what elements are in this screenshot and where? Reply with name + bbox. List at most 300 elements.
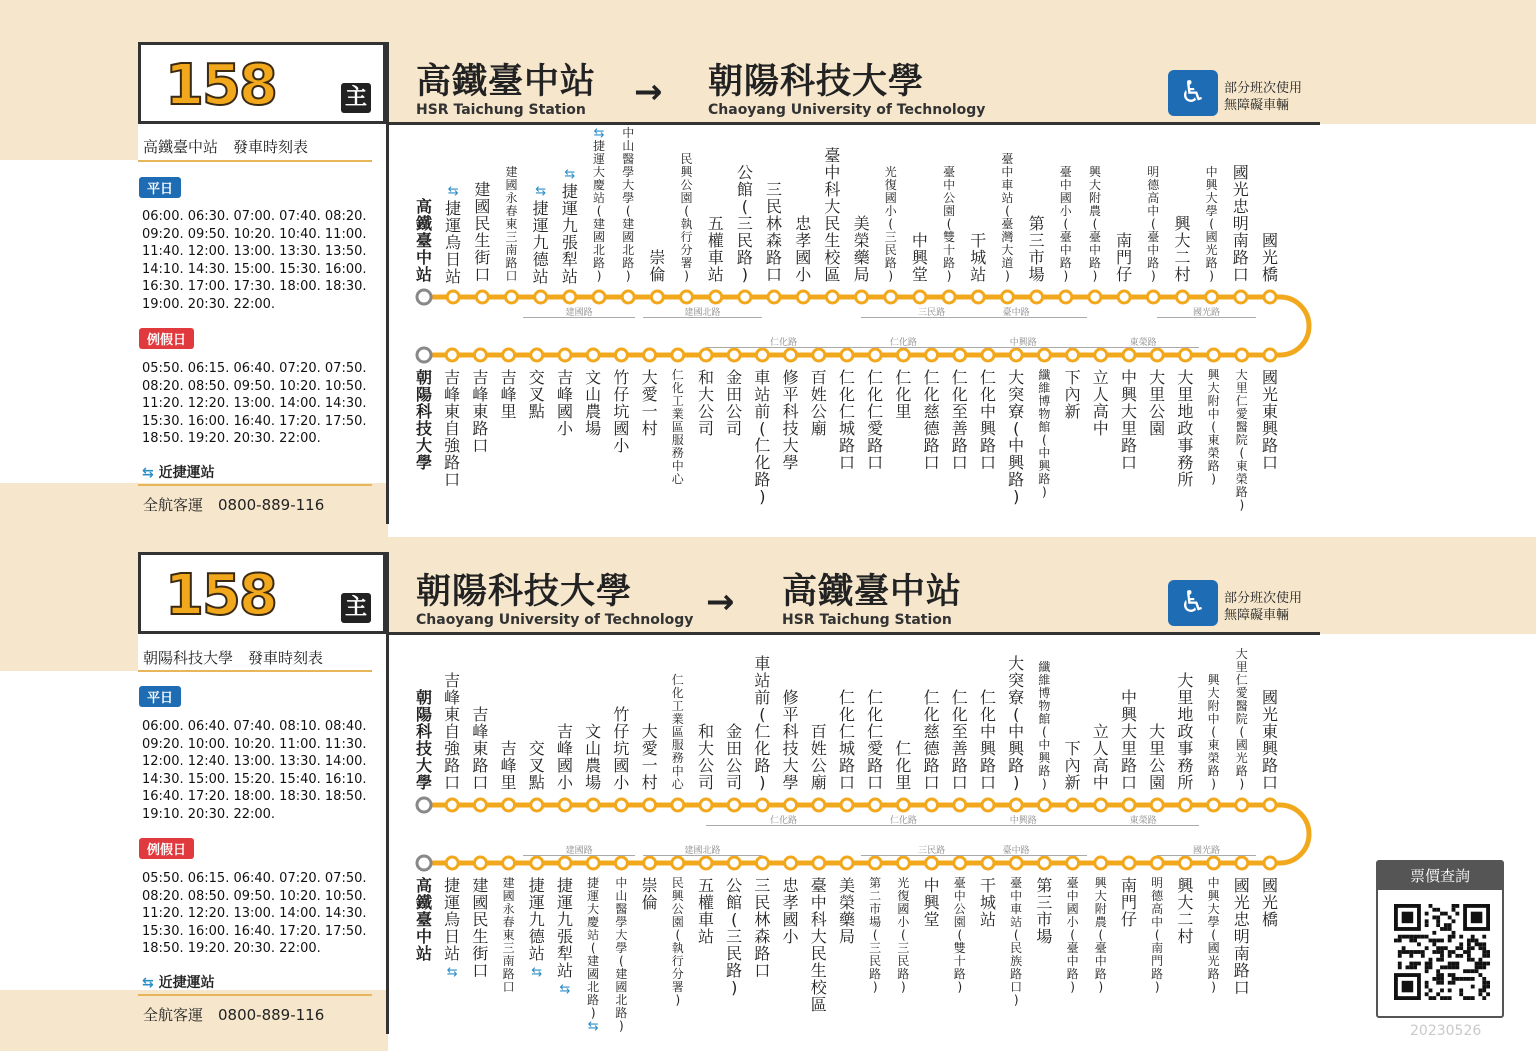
stop-name: 仁化工業區服務中心 bbox=[671, 673, 684, 791]
holiday-badge: 例假日 bbox=[139, 328, 194, 349]
stop-name: ⇆捷運烏日站 bbox=[445, 184, 462, 286]
stop-name: 中山醫學大學(建國北路) bbox=[615, 876, 628, 1033]
stop-dot bbox=[1001, 291, 1013, 303]
stop-dot bbox=[826, 291, 838, 303]
road-segment-label: 臺中路 bbox=[1002, 308, 1030, 318]
stop-name: 臺中車站(臺灣大道) bbox=[1001, 152, 1014, 283]
stop-dot bbox=[1208, 799, 1220, 811]
stop-dot bbox=[914, 291, 926, 303]
fare-lookup-card[interactable] bbox=[1376, 860, 1504, 1018]
stop-name: 建國永春東三南路口 bbox=[505, 165, 518, 283]
stop-name: 南門仔 bbox=[1116, 231, 1133, 284]
stop-dot bbox=[593, 291, 605, 303]
stop-name: 臺中科大民生校區 bbox=[824, 146, 841, 284]
header-rule bbox=[386, 122, 1320, 125]
stop-name: 光復國小(三民路) bbox=[884, 165, 897, 283]
stop-name: 吉峰里 bbox=[500, 368, 517, 421]
stop-name: 高鐵臺中站 bbox=[415, 197, 432, 284]
route-number: 158 bbox=[165, 563, 276, 628]
stop-name: 竹仔坑國小 bbox=[613, 705, 630, 792]
stop-name: 百姓公廟 bbox=[810, 368, 827, 438]
road-segment-label: 三民路 bbox=[918, 308, 946, 318]
stop-name: 立人高中 bbox=[1092, 722, 1109, 792]
stop-dot bbox=[1264, 349, 1276, 361]
stop-name: 第三市場 bbox=[1036, 876, 1053, 946]
stop-name: 第三市場 bbox=[1028, 214, 1045, 284]
stop-name: 和大公司 bbox=[697, 722, 714, 792]
stop-dot bbox=[926, 799, 938, 811]
stop-name: 吉峰東路口 bbox=[472, 368, 489, 455]
route-number: 158 bbox=[165, 53, 276, 118]
main-route-mark: 主 bbox=[341, 83, 371, 113]
stop-name: 南門仔 bbox=[1120, 876, 1137, 929]
road-segment-label: 東榮路 bbox=[1129, 338, 1157, 348]
stop-name: 吉峰東路口 bbox=[472, 705, 489, 792]
stop-dot bbox=[531, 349, 543, 361]
road-segment-label: 國光路 bbox=[1193, 308, 1221, 318]
stop-name: 朝陽科技大學 bbox=[415, 368, 432, 472]
stop-dot bbox=[785, 349, 797, 361]
stop-name: 明德高中(南門路) bbox=[1151, 876, 1164, 994]
company-info: 全航客運 0800-889-116 bbox=[143, 496, 325, 514]
stop-dot bbox=[644, 799, 656, 811]
stop-dot bbox=[841, 799, 853, 811]
stop-name: 仁化仁愛路口 bbox=[867, 688, 884, 792]
stop-name: 仁化里 bbox=[895, 368, 912, 421]
stop-dot bbox=[982, 349, 994, 361]
stop-dot bbox=[1208, 857, 1220, 869]
holiday-badge: 例假日 bbox=[139, 838, 194, 859]
company-info: 全航客運 0800-889-116 bbox=[143, 1006, 325, 1024]
stop-name: 仁化中興路口 bbox=[979, 688, 996, 792]
stop-dot bbox=[785, 799, 797, 811]
stop-dot bbox=[869, 857, 881, 869]
stop-name: 仁化仁城路口 bbox=[838, 368, 855, 472]
separator bbox=[138, 670, 372, 672]
left-band bbox=[0, 42, 138, 160]
stop-name: 建國永春東三南路口 bbox=[502, 876, 515, 994]
road-segment-label: 仁化路 bbox=[889, 816, 917, 826]
stop-dot bbox=[813, 349, 825, 361]
stop-name: 仁化仁愛路口 bbox=[867, 368, 884, 472]
weekday-badge: 平日 bbox=[139, 686, 181, 707]
stop-dot bbox=[897, 349, 909, 361]
road-segment-label: 建國路 bbox=[565, 846, 593, 856]
divider bbox=[386, 552, 389, 1034]
road-segment-label: 三民路 bbox=[918, 846, 946, 856]
stop-dot bbox=[1151, 857, 1163, 869]
stop-name: 車站前(仁化路) bbox=[754, 654, 771, 792]
weekday-times: 06:00. 06:40. 07:40. 08:10. 08:40. 09:20. 10:00. 10:20. 11:00. 11:30. 12:00. 12:40. 13:00. 13:30. 14:00. 14:30. 15:00. 15:20. 15:40. 16:10. 16:40. 17:20. 18:00. 18:30. 18:50. 19:10. 20:30. 22:00. bbox=[142, 719, 367, 822]
stop-dot bbox=[503, 349, 515, 361]
stop-name: 五權車站 bbox=[707, 214, 724, 284]
separator bbox=[138, 160, 372, 162]
stop-name: 國光東興路口 bbox=[1261, 688, 1278, 792]
stop-name: 捷運烏日站⇆ bbox=[444, 876, 461, 980]
stop-dot bbox=[1264, 857, 1276, 869]
accessibility-note: 部分班次使用 無障礙車輛 bbox=[1224, 591, 1303, 623]
stop-dot bbox=[728, 799, 740, 811]
road-segment-label: 東榮路 bbox=[1129, 816, 1157, 826]
origin-name: 高鐵臺中站 HSR Taichung Station bbox=[416, 62, 597, 118]
stop-name: 忠孝國小 bbox=[782, 876, 799, 946]
stop-dot bbox=[710, 291, 722, 303]
stop-dot bbox=[587, 799, 599, 811]
stop-dot bbox=[446, 349, 458, 361]
stop-dot bbox=[1179, 857, 1191, 869]
stop-name: 明德高中(臺中路) bbox=[1147, 165, 1160, 283]
stop-dot bbox=[474, 799, 486, 811]
stop-dot bbox=[644, 857, 656, 869]
left-band-2 bbox=[0, 553, 138, 671]
stop-dot bbox=[768, 291, 780, 303]
stop-name: 光復國小(三民路) bbox=[897, 876, 910, 994]
stop-dot bbox=[1038, 799, 1050, 811]
stop-name: 仁化至善路口 bbox=[951, 368, 968, 472]
stop-dot bbox=[1010, 349, 1022, 361]
stop-name: 大里公園 bbox=[1149, 722, 1166, 792]
stop-dot bbox=[672, 857, 684, 869]
stop-dot bbox=[615, 349, 627, 361]
stop-dot bbox=[972, 291, 984, 303]
stop-dot bbox=[474, 857, 486, 869]
stop-name: 立人高中 bbox=[1092, 368, 1109, 438]
stop-dot bbox=[700, 799, 712, 811]
stop-dot bbox=[1095, 799, 1107, 811]
stop-name: 高鐵臺中站 bbox=[415, 876, 432, 963]
divider bbox=[386, 42, 389, 524]
stop-dot bbox=[1038, 349, 1050, 361]
stop-dot bbox=[587, 349, 599, 361]
stop-name: 第二市場(三民路) bbox=[869, 876, 882, 994]
stop-name: 中興大里路口 bbox=[1120, 688, 1137, 792]
stop-name: 國光忠明南路口 bbox=[1232, 163, 1249, 284]
stop-name: 臺中科大民生校區 bbox=[810, 876, 827, 1014]
stop-dot bbox=[885, 291, 897, 303]
mrt-icon: ⇆ bbox=[142, 975, 154, 991]
schedule-title: 高鐵臺中站 發車時刻表 bbox=[143, 138, 309, 156]
stop-name: 竹仔坑國小 bbox=[613, 368, 630, 455]
stop-dot bbox=[651, 291, 663, 303]
stop-dot bbox=[1095, 857, 1107, 869]
stop-dot bbox=[531, 857, 543, 869]
stop-name: 國光忠明南路口 bbox=[1233, 876, 1250, 997]
stop-dot bbox=[447, 291, 459, 303]
stop-dot bbox=[587, 857, 599, 869]
stop-dot bbox=[1118, 291, 1130, 303]
stop-name: 中興大里路口 bbox=[1120, 368, 1137, 472]
stop-name: 中興堂 bbox=[911, 231, 928, 284]
stop-dot bbox=[417, 348, 431, 362]
mrt-icon: ⇆ bbox=[593, 126, 605, 141]
stop-name: 崇倫 bbox=[641, 876, 658, 912]
stop-dot bbox=[926, 857, 938, 869]
stop-name: 吉峰國小 bbox=[556, 368, 573, 438]
header-rule bbox=[386, 632, 1320, 635]
stop-name: ⇆捷運九德站 bbox=[532, 184, 549, 286]
stop-name: 美榮藥局 bbox=[838, 876, 855, 946]
accessibility-note: 部分班次使用 無障礙車輛 bbox=[1224, 81, 1303, 113]
weekday-badge: 平日 bbox=[139, 177, 181, 198]
stop-dot bbox=[926, 349, 938, 361]
stop-name: 車站前(仁化路) bbox=[754, 368, 771, 506]
stop-name: 捷運九德站⇆ bbox=[528, 876, 545, 980]
stop-dot bbox=[1208, 349, 1220, 361]
wheelchair-icon: ♿ bbox=[1168, 70, 1218, 116]
road-segment-label: 國光路 bbox=[1193, 846, 1221, 856]
mrt-icon: ⇆ bbox=[446, 965, 458, 980]
stop-dot bbox=[1151, 799, 1163, 811]
stop-name: 三民林森路口 bbox=[766, 180, 783, 284]
stop-name: 和大公司 bbox=[697, 368, 714, 438]
stop-dot bbox=[672, 349, 684, 361]
stop-name: 中興堂 bbox=[923, 876, 940, 929]
stop-dot bbox=[1235, 291, 1247, 303]
stop-name: 修平科技大學 bbox=[782, 368, 799, 472]
stop-dot bbox=[644, 349, 656, 361]
stop-dot bbox=[1123, 799, 1135, 811]
stop-dot bbox=[756, 857, 768, 869]
stop-name: 三民林森路口 bbox=[754, 876, 771, 980]
road-segment-label: 建國路 bbox=[565, 308, 593, 318]
fare-title: 票價查詢 bbox=[1378, 862, 1502, 890]
stop-name: 大里仁愛醫院(東榮路) bbox=[1235, 368, 1248, 512]
stop-name: 仁化慈德路口 bbox=[923, 688, 940, 792]
stop-dot bbox=[1060, 291, 1072, 303]
stop-name: 仁化中興路口 bbox=[979, 368, 996, 472]
mrt-legend: ⇆ 近捷運站 bbox=[142, 465, 215, 481]
stop-name: 捷運大慶站(建國北路)⇆ bbox=[587, 876, 600, 1034]
stop-dot bbox=[739, 291, 751, 303]
stop-name: 崇倫 bbox=[649, 248, 666, 284]
stop-dot bbox=[1031, 291, 1043, 303]
stop-dot bbox=[1236, 799, 1248, 811]
stop-dot bbox=[672, 799, 684, 811]
stop-dot bbox=[756, 799, 768, 811]
stop-name: 臺中公園(雙十路) bbox=[953, 876, 966, 994]
stop-name: 吉峰東自強路口 bbox=[444, 368, 461, 489]
stop-dot bbox=[681, 291, 693, 303]
stop-dot bbox=[700, 349, 712, 361]
stop-name: 中山醫學大學(建國北路) bbox=[622, 126, 635, 283]
road-segment-label: 建國北路 bbox=[684, 846, 721, 856]
stop-name: 國光東興路口 bbox=[1261, 368, 1278, 472]
road-segment-label: 中興路 bbox=[1009, 338, 1037, 348]
stop-dot bbox=[943, 291, 955, 303]
stop-dot bbox=[1089, 291, 1101, 303]
stop-dot bbox=[474, 349, 486, 361]
stop-name: 建國民生街口 bbox=[474, 180, 491, 284]
stop-dot bbox=[1123, 857, 1135, 869]
stop-dot bbox=[700, 857, 712, 869]
stop-dot bbox=[506, 291, 518, 303]
stop-name: 交叉點 bbox=[528, 739, 545, 792]
stop-name: 美榮藥局 bbox=[853, 214, 870, 284]
stop-name: 民興公園(執行分署) bbox=[671, 876, 684, 1007]
stop-name: 干城站 bbox=[979, 876, 996, 929]
stop-dot bbox=[1264, 291, 1276, 303]
stop-dot bbox=[1010, 799, 1022, 811]
stop-dot bbox=[1010, 857, 1022, 869]
separator bbox=[138, 994, 372, 996]
stop-name: 吉峰東自強路口 bbox=[444, 671, 461, 792]
stop-dot bbox=[982, 799, 994, 811]
destination-name: 朝陽科技大學 Chaoyang University of Technology bbox=[708, 62, 986, 118]
stop-dot bbox=[1176, 291, 1188, 303]
stop-dot bbox=[1038, 857, 1050, 869]
stop-dot bbox=[535, 291, 547, 303]
stop-dot bbox=[1236, 857, 1248, 869]
mrt-icon: ⇆ bbox=[142, 465, 154, 481]
stop-dot bbox=[897, 857, 909, 869]
stop-dot bbox=[982, 857, 994, 869]
stop-name: 仁化里 bbox=[895, 739, 912, 792]
stop-dot bbox=[1067, 799, 1079, 811]
weekday-times: 06:00. 06:30. 07:00. 07:40. 08:20. 09:20. 09:50. 10:20. 10:40. 11:00. 11:40. 12:00. 13:00. 13:30. 13:50. 14:10. 14:30. 15:00. 15:30. 16:00. 16:30. 17:00. 17:30. 18:00. 18:30. 19:00. 20:30. 22:00. bbox=[142, 209, 367, 312]
stop-name: 大里公園 bbox=[1149, 368, 1166, 438]
stop-name: 大愛一村 bbox=[641, 722, 658, 792]
stop-dot bbox=[1095, 349, 1107, 361]
destination-name: 高鐵臺中站 HSR Taichung Station bbox=[782, 572, 963, 628]
stop-name: 纖維博物館(中興路) bbox=[1038, 660, 1051, 791]
stop-dot bbox=[615, 857, 627, 869]
stop-dot bbox=[476, 291, 488, 303]
stop-name: 干城站 bbox=[970, 231, 987, 284]
stop-dot bbox=[622, 291, 634, 303]
mrt-icon: ⇆ bbox=[535, 184, 547, 199]
stop-name: 捷運九張犁站⇆ bbox=[556, 876, 573, 997]
mrt-icon: ⇆ bbox=[531, 965, 543, 980]
wheelchair-icon: ♿ bbox=[1168, 580, 1218, 626]
stop-dot bbox=[841, 349, 853, 361]
stop-name: 朝陽科技大學 bbox=[415, 688, 432, 792]
stop-dot bbox=[417, 798, 431, 812]
stop-name: 公館(三民路) bbox=[726, 876, 743, 997]
stop-dot bbox=[954, 857, 966, 869]
stop-name: 臺中車站(民族路口) bbox=[1010, 876, 1023, 1007]
stop-dot bbox=[417, 856, 431, 870]
stop-name: 興大二村 bbox=[1177, 876, 1194, 946]
stop-name: 文山農場 bbox=[585, 368, 602, 438]
stop-name: 仁化至善路口 bbox=[951, 688, 968, 792]
stop-name: ⇆捷運九張犁站 bbox=[561, 167, 578, 286]
stop-dot bbox=[897, 799, 909, 811]
stop-name: 興大附中(東榮路) bbox=[1207, 368, 1220, 486]
stop-name: 仁化仁城路口 bbox=[838, 688, 855, 792]
stop-name: 興大二村 bbox=[1174, 214, 1191, 284]
stop-dot bbox=[417, 290, 431, 304]
stop-dot bbox=[1264, 799, 1276, 811]
schedule-title: 朝陽科技大學 發車時刻表 bbox=[143, 649, 324, 667]
date-code: 20230526 bbox=[1410, 1023, 1482, 1039]
stop-dot bbox=[1236, 349, 1248, 361]
mrt-icon: ⇆ bbox=[447, 184, 459, 199]
stop-name: 下內新 bbox=[1064, 368, 1081, 421]
road-segment-label: 中興路 bbox=[1009, 816, 1037, 826]
road-segment-label: 仁化路 bbox=[770, 338, 798, 348]
stop-name: 仁化工業區服務中心 bbox=[671, 368, 684, 486]
stop-name: 吉峰國小 bbox=[556, 722, 573, 792]
route-number-box bbox=[138, 552, 386, 634]
direction-arrow: → bbox=[706, 582, 735, 622]
stop-name: 大里仁愛醫院(國光路) bbox=[1235, 647, 1248, 791]
stop-dot bbox=[559, 857, 571, 869]
mrt-icon: ⇆ bbox=[564, 167, 576, 182]
stop-dot bbox=[813, 857, 825, 869]
stop-dot bbox=[856, 291, 868, 303]
qr-code[interactable] bbox=[1394, 904, 1490, 1000]
stop-name: 中興大學(國光路) bbox=[1207, 876, 1220, 994]
stop-name: 國光橋 bbox=[1261, 231, 1278, 284]
stop-name: 建國民生街口 bbox=[472, 876, 489, 980]
stop-dot bbox=[531, 799, 543, 811]
stop-name: 民興公園(執行分署) bbox=[680, 152, 693, 283]
stop-dot bbox=[559, 349, 571, 361]
stop-dot bbox=[797, 291, 809, 303]
stop-name: 大里地政事務所 bbox=[1177, 671, 1194, 792]
road-segment-label: 建國北路 bbox=[684, 308, 721, 318]
stop-name: 金田公司 bbox=[726, 368, 743, 438]
stop-dot bbox=[728, 857, 740, 869]
stop-name: 金田公司 bbox=[726, 722, 743, 792]
mrt-icon: ⇆ bbox=[587, 1019, 599, 1034]
stop-dot bbox=[446, 799, 458, 811]
stop-name: 臺中國小(臺中路) bbox=[1066, 876, 1079, 994]
stop-name: 臺中國小(臺中路) bbox=[1059, 165, 1072, 283]
road-segment-label: 仁化路 bbox=[889, 338, 917, 348]
route-number-box bbox=[138, 42, 386, 124]
holiday-times: 05:50. 06:15. 06:40. 07:20. 07:50. 08:20. 08:50. 09:50. 10:20. 10:50. 11:20. 12:20. 13:00. 14:00. 14:30. 15:30. 16:00. 16:40. 17:20. 17:50. 18:50. 19:20. 20:30. 22:00. bbox=[142, 871, 367, 957]
stop-dot bbox=[446, 857, 458, 869]
stop-name: 五權車站 bbox=[697, 876, 714, 946]
stop-name: 興大附農(臺中路) bbox=[1088, 165, 1101, 283]
stop-dot bbox=[869, 349, 881, 361]
stop-name: 興大附農(臺中路) bbox=[1094, 876, 1107, 994]
stop-name: ⇆捷運大慶站(建國北路) bbox=[593, 126, 606, 283]
origin-name: 朝陽科技大學 Chaoyang University of Technology bbox=[416, 572, 694, 628]
stop-dot bbox=[756, 349, 768, 361]
holiday-times: 05:50. 06:15. 06:40. 07:20. 07:50. 08:20. 08:50. 09:50. 10:20. 10:50. 11:20. 12:20. 13:00. 14:00. 14:30. 15:30. 16:00. 16:40. 17:20. 17:50. 18:50. 19:20. 20:30. 22:00. bbox=[142, 361, 367, 447]
stop-name: 百姓公廟 bbox=[810, 722, 827, 792]
main-route-mark: 主 bbox=[341, 593, 371, 623]
stop-dot bbox=[1123, 349, 1135, 361]
stop-name: 忠孝國小 bbox=[795, 214, 812, 284]
stop-name: 纖維博物館(中興路) bbox=[1038, 368, 1051, 499]
stop-name: 大突寮(中興路) bbox=[1008, 368, 1025, 506]
stop-dot bbox=[503, 857, 515, 869]
stop-name: 下內新 bbox=[1064, 739, 1081, 792]
separator bbox=[138, 484, 372, 486]
stop-name: 中興大學(國光路) bbox=[1205, 165, 1218, 283]
stop-dot bbox=[841, 857, 853, 869]
stop-name: 大愛一村 bbox=[641, 368, 658, 438]
stop-name: 仁化慈德路口 bbox=[923, 368, 940, 472]
stop-name: 文山農場 bbox=[585, 722, 602, 792]
road-segment-label: 仁化路 bbox=[770, 816, 798, 826]
stop-dot bbox=[615, 799, 627, 811]
stop-dot bbox=[869, 799, 881, 811]
stop-dot bbox=[1206, 291, 1218, 303]
stop-dot bbox=[1151, 349, 1163, 361]
stop-name: 公館(三民路) bbox=[736, 163, 753, 284]
stop-name: 大里地政事務所 bbox=[1177, 368, 1194, 489]
stop-dot bbox=[1179, 799, 1191, 811]
stop-name: 交叉點 bbox=[528, 368, 545, 421]
stop-dot bbox=[728, 349, 740, 361]
stop-name: 國光橋 bbox=[1261, 876, 1278, 929]
stop-name: 臺中公園(雙十路) bbox=[943, 165, 956, 283]
road-segment-label: 臺中路 bbox=[1002, 846, 1030, 856]
